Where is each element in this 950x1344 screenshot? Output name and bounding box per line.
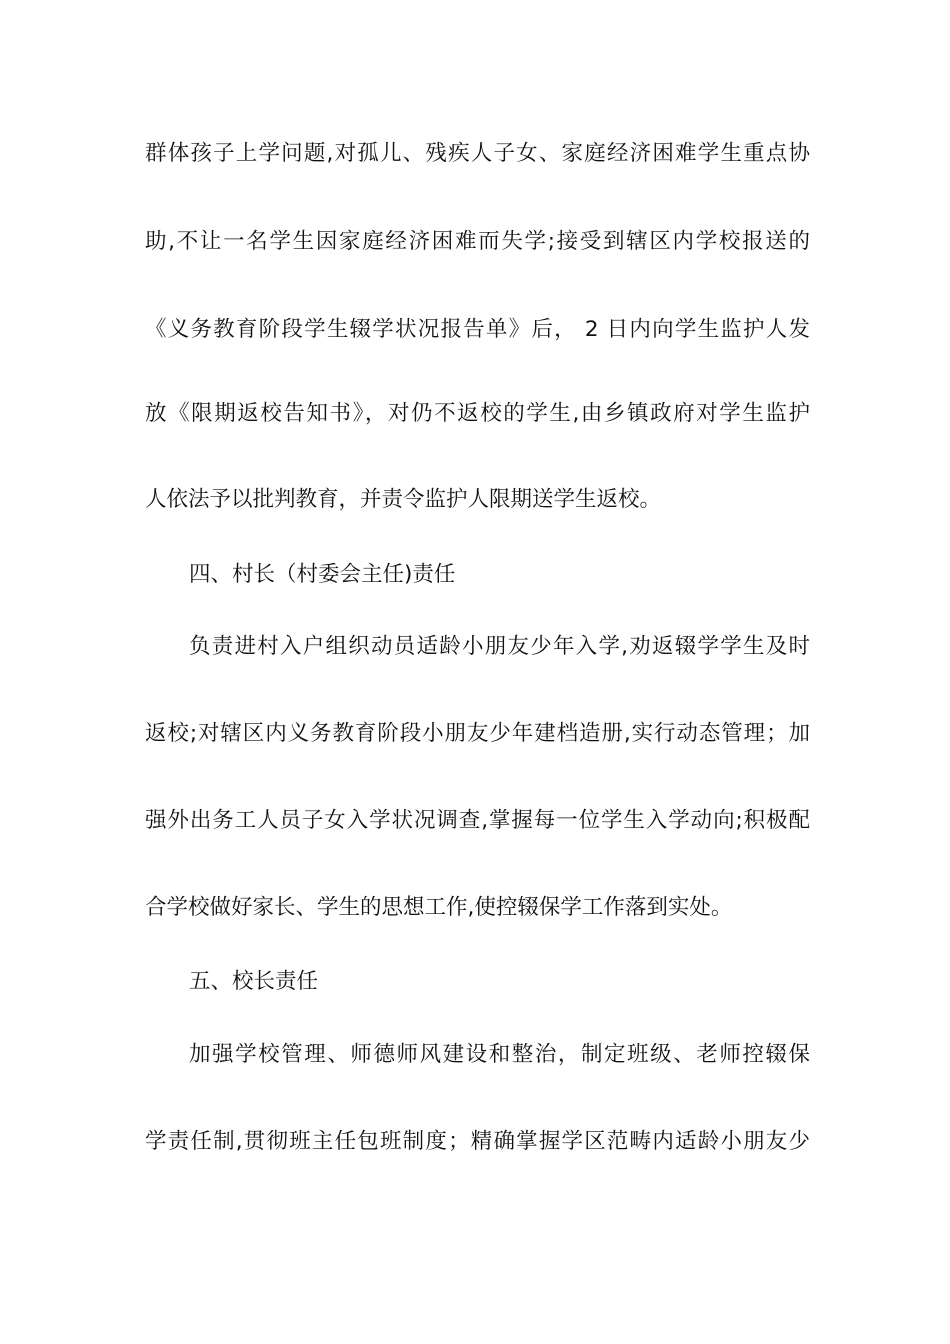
paragraph-1-line-1: 群体孩子上学问题,对孤儿、残疾人子女、家庭经济困难学生重点协 — [145, 141, 810, 166]
paragraph-2-line-2: 返校;对辖区内义务教育阶段小朋友少年建档造册,实行动态管理；加 — [145, 721, 810, 746]
paragraph-3-line-1: 加强学校管理、师德师风建设和整治，制定班级、老师控辍保 — [189, 1042, 810, 1067]
section-heading-principal: 五、校长责任 — [189, 969, 319, 994]
paragraph-3-line-2: 学责任制,贯彻班主任包班制度；精确掌握学区范畴内适龄小朋友少 — [145, 1129, 810, 1154]
section-heading-village-head: 四、村长（村委会主任)责任 — [189, 562, 456, 587]
paragraph-1-line-3: 《义务教育阶段学生辍学状况报告单》后， 2 日内向学生监护人发 — [145, 317, 810, 342]
paragraph-1-line-2: 助,不让一名学生因家庭经济困难而失学;接受到辖区内学校报送的 — [145, 229, 810, 254]
paragraph-2-line-1: 负责进村入户组织动员适龄小朋友少年入学,劝返辍学学生及时 — [189, 634, 810, 659]
paragraph-1-line-4: 放《限期返校告知书》，对仍不返校的学生,由乡镇政府对学生监护 — [145, 401, 810, 426]
paragraph-2-line-3: 强外出务工人员子女入学状况调查,掌握每一位学生入学动向;积极配 — [145, 808, 810, 833]
paragraph-2-line-4: 合学校做好家长、学生的思想工作,使控辍保学工作落到实处。 — [145, 895, 733, 920]
paragraph-1-line-5: 人依法予以批判教育，并责令监护人限期送学生返校。 — [145, 487, 662, 512]
